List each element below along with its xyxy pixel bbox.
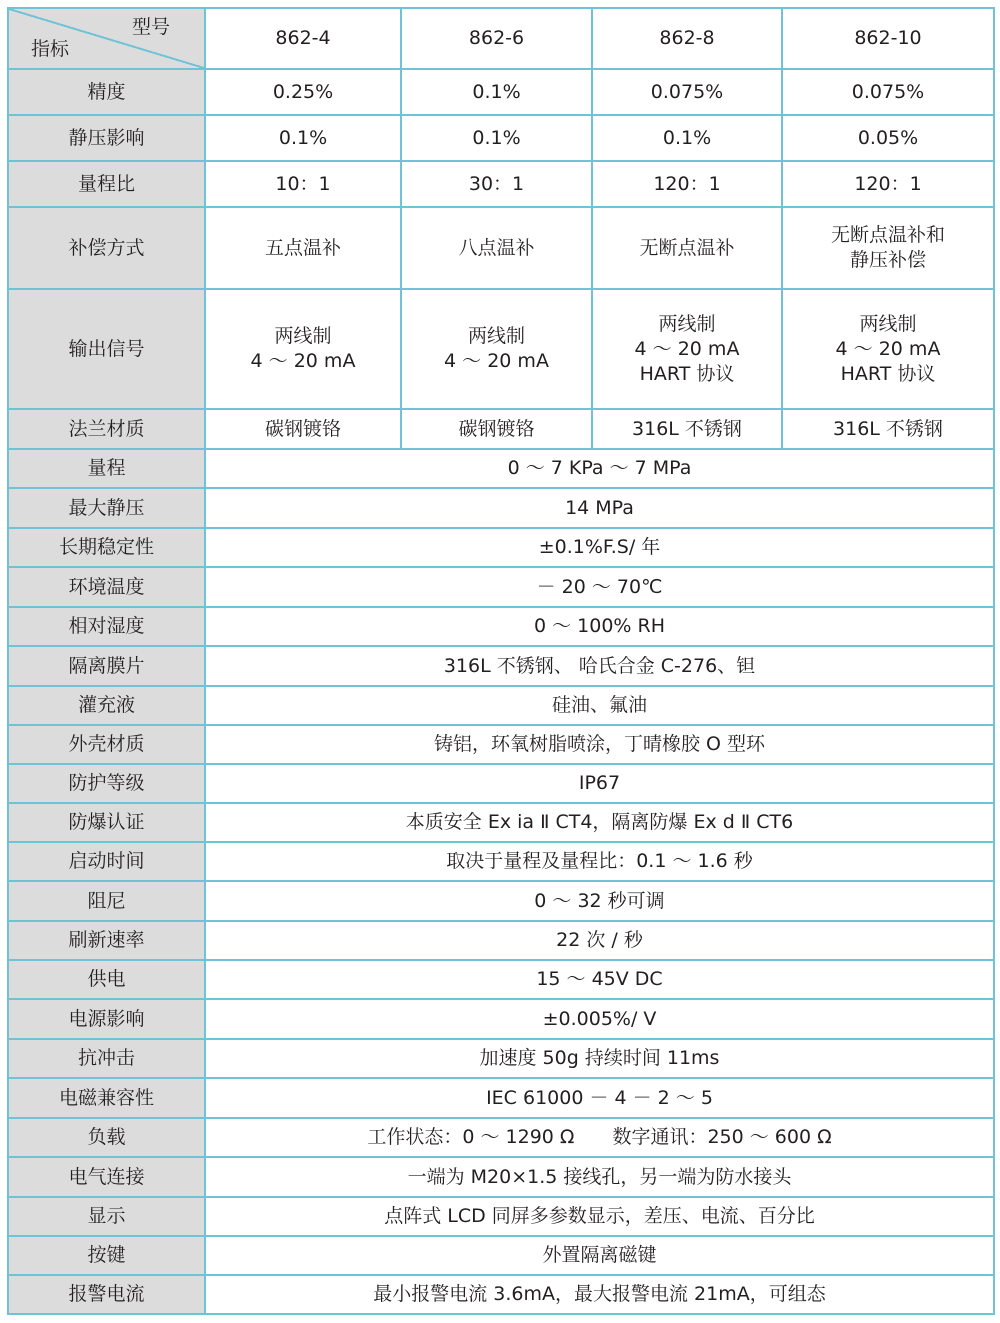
common-spec-row (8, 842, 994, 881)
common-value-cell: 15 ～ 45V DC (205, 960, 994, 999)
common-spec-row (8, 1236, 994, 1275)
common-spec-row (8, 725, 994, 764)
cell-text-line: 碳钢镀铬 (264, 417, 341, 440)
row-label: 量程 (8, 449, 205, 488)
row-label: 电气连接 (8, 1157, 205, 1197)
common-spec-row (8, 1197, 994, 1236)
cell-text-line: 无断点温补 (639, 236, 735, 259)
model-header-862-6: 862-6 (401, 8, 592, 69)
row-label: 阻尼 (8, 881, 205, 921)
cell-text-line: 0.25% (272, 80, 334, 103)
spec-table (7, 7, 995, 1315)
cell-text-line: 0.1% (278, 126, 328, 149)
cell-text-line: 0.1% (472, 126, 521, 149)
model-value-cell (205, 409, 401, 449)
model-value-cell (401, 161, 592, 207)
row-label: 启动时间 (8, 842, 205, 881)
cell-text-line: 两线制 (467, 325, 525, 347)
row-label: 环境温度 (8, 567, 205, 607)
common-spec-row (8, 1157, 994, 1197)
cell-text-line: 4 ～ 20 mA (444, 350, 549, 372)
common-value-cell: 取决于量程及量程比：0.1 ～ 1.6 秒 (205, 842, 994, 881)
model-spec-row (8, 409, 994, 449)
cell-text-line: 10：1 (275, 172, 331, 195)
common-spec-row (8, 1118, 994, 1157)
model-value-cell (782, 69, 994, 115)
cell-text-line: 4 ～ 20 mA (835, 337, 941, 360)
cell-text-line: HART 协议 (840, 362, 936, 385)
common-value-cell: 一端为 M20×1.5 接线孔，另一端为防水接头 (205, 1157, 994, 1197)
model-value-cell (782, 207, 994, 289)
cell-text-line: 无断点温补和 (830, 224, 945, 246)
cell-text-line: 八点温补 (458, 236, 535, 259)
model-value-cell (592, 115, 782, 161)
common-value-cell: 0 ～ 32 秒可调 (205, 881, 994, 921)
row-label: 补偿方式 (8, 207, 205, 289)
row-label: 刷新速率 (8, 921, 205, 960)
row-label: 电源影响 (8, 999, 205, 1039)
model-value-cell (401, 69, 592, 115)
model-value-cell (205, 289, 401, 409)
model-value-cell (782, 115, 994, 161)
model-value-cell (205, 115, 401, 161)
model-value-cell (782, 289, 994, 409)
common-value-cell: 14 MPa (205, 488, 994, 528)
cell-text-line: 五点温补 (264, 236, 341, 259)
model-value-cell (205, 69, 401, 115)
common-spec-row (8, 567, 994, 607)
common-value-cell: 本质安全 Ex ia Ⅱ CT4，隔离防爆 Ex d Ⅱ CT6 (205, 803, 994, 842)
row-label: 供电 (8, 960, 205, 999)
model-spec-row (8, 161, 994, 207)
row-label: 防护等级 (8, 764, 205, 803)
common-spec-row (8, 881, 994, 921)
model-value-cell (205, 207, 401, 289)
common-value-cell: － 20 ～ 70℃ (205, 567, 994, 607)
common-value-cell: 22 次 / 秒 (205, 921, 994, 960)
model-value-cell (592, 289, 782, 409)
header-corner-cell (8, 8, 205, 69)
model-header-862-8: 862-8 (592, 8, 782, 69)
common-value-cell: ±0.1%F.S/ 年 (205, 528, 994, 567)
model-value-cell (401, 289, 592, 409)
row-label: 抗冲击 (8, 1039, 205, 1078)
common-value-cell: ±0.005%/ V (205, 999, 994, 1039)
row-label: 输出信号 (8, 289, 205, 409)
cell-text-line: 4 ～ 20 mA (634, 337, 740, 360)
common-spec-row (8, 1039, 994, 1078)
common-spec-row (8, 449, 994, 488)
common-value-cell: 316L 不锈钢、 哈氏合金 C-276、钽 (205, 646, 994, 686)
row-label: 最大静压 (8, 488, 205, 528)
cell-text-line: HART 协议 (639, 362, 735, 385)
row-label: 外壳材质 (8, 725, 205, 764)
model-spec-row (8, 69, 994, 115)
model-value-cell (401, 115, 592, 161)
common-spec-row (8, 488, 994, 528)
row-label: 静压影响 (8, 115, 205, 161)
common-spec-row (8, 607, 994, 646)
common-spec-row (8, 921, 994, 960)
model-spec-row (8, 207, 994, 289)
row-label: 法兰材质 (8, 409, 205, 449)
row-label: 灌充液 (8, 686, 205, 725)
common-spec-row (8, 999, 994, 1039)
common-spec-row (8, 960, 994, 999)
cell-text-line: 0.075% (851, 80, 925, 103)
common-spec-row (8, 803, 994, 842)
row-label: 电磁兼容性 (8, 1078, 205, 1118)
model-value-cell (592, 69, 782, 115)
model-value-cell (592, 161, 782, 207)
row-label: 精度 (8, 69, 205, 115)
common-value-cell: 最小报警电流 3.6mA，最大报警电流 21mA，可组态 (205, 1275, 994, 1314)
common-spec-row (8, 528, 994, 567)
row-label: 按键 (8, 1236, 205, 1275)
model-spec-row (8, 289, 994, 409)
row-label: 长期稳定性 (8, 528, 205, 567)
common-spec-row (8, 646, 994, 686)
cell-text-line: 30：1 (468, 172, 525, 195)
row-label: 负载 (8, 1118, 205, 1157)
model-value-cell (782, 409, 994, 449)
cell-text-line: 120：1 (653, 172, 721, 195)
cell-text-line: 0.1% (662, 126, 712, 149)
model-spec-row (8, 115, 994, 161)
common-spec-row (8, 1275, 994, 1314)
row-label: 防爆认证 (8, 803, 205, 842)
common-spec-row (8, 686, 994, 725)
cell-text-line: 4 ～ 20 mA (250, 350, 356, 372)
cell-text-line: 120：1 (854, 172, 922, 195)
cell-text-line: 316L 不锈钢 (833, 417, 943, 440)
cell-text-line: 静压补偿 (849, 249, 926, 271)
common-value-cell: 点阵式 LCD 同屏多参数显示，差压、电流、百分比 (205, 1197, 994, 1236)
cell-text-line: 0.075% (650, 80, 724, 103)
model-value-cell (205, 161, 401, 207)
common-value-cell: IP67 (205, 764, 994, 803)
common-value-cell: 外置隔离磁键 (205, 1236, 994, 1275)
row-label: 量程比 (8, 161, 205, 207)
model-value-cell (592, 409, 782, 449)
row-label: 显示 (8, 1197, 205, 1236)
model-value-cell (782, 161, 994, 207)
model-value-cell (401, 409, 592, 449)
cell-text-line: 两线制 (274, 325, 332, 347)
row-label: 隔离膜片 (8, 646, 205, 686)
cell-text-line: 0.1% (472, 80, 521, 103)
model-value-cell (401, 207, 592, 289)
common-value-cell: 铸铝，环氧树脂喷涂，丁晴橡胶 O 型环 (205, 725, 994, 764)
model-value-cell (592, 207, 782, 289)
cell-text-line: 碳钢镀铬 (458, 417, 535, 440)
index-header-label: 指标 (31, 38, 70, 60)
common-value-cell: 工作状态：0 ～ 1290 Ω 数字通讯：250 ～ 600 Ω (205, 1118, 994, 1157)
cell-text-line: 两线制 (859, 312, 917, 335)
cell-text-line: 0.05% (857, 126, 919, 149)
common-value-cell: IEC 61000 － 4 － 2 ～ 5 (205, 1078, 994, 1118)
common-value-cell: 硅油、氟油 (205, 686, 994, 725)
model-header-862-10: 862-10 (782, 8, 994, 69)
common-value-cell: 0 ～ 100% RH (205, 607, 994, 646)
row-label: 相对湿度 (8, 607, 205, 646)
common-spec-row (8, 764, 994, 803)
common-value-cell: 加速度 50g 持续时间 11ms (205, 1039, 994, 1078)
row-label: 报警电流 (8, 1275, 205, 1314)
common-spec-row (8, 1078, 994, 1118)
model-header-862-4: 862-4 (205, 8, 401, 69)
model-header-label: 型号 (131, 16, 170, 38)
cell-text-line: 两线制 (658, 312, 716, 335)
header-row (8, 8, 994, 69)
cell-text-line: 316L 不锈钢 (632, 417, 742, 440)
common-value-cell: 0 ～ 7 KPa ～ 7 MPa (205, 449, 994, 488)
